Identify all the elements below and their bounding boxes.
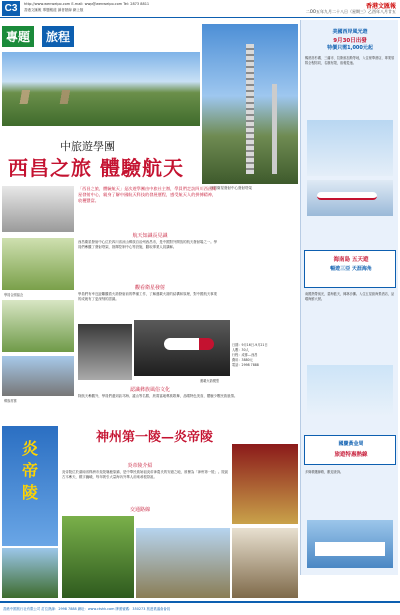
village-photo [2,356,74,396]
yandi-banner [2,426,58,546]
tower-caption: 西昌衛星發射中心發射塔架 [210,186,252,190]
yandi-title: 炎帝陵 [22,439,39,502]
info-row: 人數：30人 [232,348,249,352]
footer-bar [0,601,400,615]
web-line: http://www.wenweipo.com E-mail: wwp@wenweipo.com Tel: 2873 8811 [24,2,150,6]
group-photo [2,238,74,290]
tour-sub-2: 交通路線 [129,507,150,513]
ad2-text: 南國熱帶風光，碧海藍天，椰林沙灘。入住五星級海景酒店，品嚐海鮮大餐。 [305,292,395,301]
mausoleum-photo [136,528,230,598]
paper-name: 香港文匯報 [365,3,396,10]
date-line: 二OO五年九月二十八日（星期三）乙酉年八月廿五 [305,9,396,14]
launch-tower-photo [202,24,298,184]
ad3-text: 多條精選線路，歡迎查詢。 [305,470,344,474]
rocket-caption: 運載火箭模型 [200,379,220,383]
page-code: C3 [2,1,20,16]
body-text-1: 西昌衛星發射中心位於四川省涼山彝族自治州西昌市，是中國對外開放的航天發射場之一。學員們參觀了發射塔架、指揮控制中心等設施，聽取專業人員講解。 [78,240,218,250]
body-text-2: 學員們有幸近距離觀看火箭發射前的準備工作，了解運載火箭的結構和原理，對中國航天事業的成就有了更深刻的認識。 [78,292,218,302]
tower-graphic-secondary [272,84,277,174]
info-row: 電話：2998 7888 [232,363,259,367]
pagoda-photo [2,548,58,598]
rocket-hall-photo [78,324,132,380]
banner-label-b: 旅程 [42,26,74,47]
ad3-sub: 旅遊特惠熱線 [334,452,368,458]
article-lead: 「西昌之旅，體驗航天」是次遊學團由中旅社主辦，學員們走訪四川西昌衛星發射中心，親身了解中國航天科技的發展歷程，感受航天人的拼搏精神，收穫豐富。 [78,186,217,203]
ad1-title: 美國西岸風光遊 [332,29,368,35]
ad3-title: 國慶黃金周 [338,441,364,447]
plane-photo [307,180,393,216]
tour-body: 炎帝陵位於湖南省株洲市炎陵縣鹿原鎮，是中華民族始祖炎帝神農氏的安寢之地，被譽為「神州第一陵」。陵區古木參天，殿宇巍峨，每年吸引大量海內外華人前來尋根祭祖。 [62,470,229,480]
tour-sub-1: 炎帝陵介紹 [127,463,153,469]
forest-photo [62,516,134,598]
info-row: 行程：成都—西昌 [232,353,258,357]
group-photo-2 [2,300,74,352]
ad2-box [304,250,396,288]
ad2-photo [307,365,393,415]
ad1-highlight: 9月30日出發 [333,38,367,44]
body-text-3: 除航天參觀外，學員們還到訪邛海、瀘山等名勝，欣賞當地彝族歌舞，品嚐特色美食，體驗少數民族風情。 [78,394,238,398]
tower-graphic [246,44,254,174]
section-banner [2,20,130,50]
info-row: 日期：9月16日-9月21日 [232,343,268,347]
info-table [232,343,298,368]
section-head-3: 認識彝族風俗文化 [129,387,170,393]
right-ad-column [300,20,398,575]
masthead [0,0,400,18]
ad3-box [304,435,396,465]
plane-graphic [317,192,377,200]
footer-text: 香港中國旅行社有限公司 訂位熱線：2998 7888 網址：www.ctshk.com 牌照號碼：350273 旅遊業議會會員 [3,607,171,611]
info-row: 費用：3880元 [232,358,253,362]
ad1-sub: 特價只需1,000元起 [327,45,373,51]
temple-photo [232,444,298,524]
museum-photo [2,186,74,232]
article-headline: 西昌之旅 體驗航天 [8,156,184,180]
ad1-text: 暢遊洛杉磯、三藩市、拉斯維加斯等地，入住豪華酒店，專業領隊全程陪同，名額有限，欲報從速。 [305,56,395,65]
article-subhead: 中旅遊學團 [60,140,115,153]
section-head-2: 觀看衛星發射 [134,285,165,291]
tour-headline: 神州第一陵—炎帝陵 [96,430,214,445]
group-caption: 學員合照留念 [4,293,24,297]
wall-graphic [2,90,200,104]
rocket-graphic [164,338,214,350]
ad1-photo [307,120,393,176]
great-wall-photo [2,52,200,126]
gate-photo [232,528,298,598]
section-line: 香港文匯報 專題報道 讀者熱線 網上版 [24,8,84,12]
ship-graphic [315,542,385,556]
village-caption: 彝族村寨 [4,399,17,403]
ad2-sub: 暢遊三亞 天涯海角 [330,266,372,272]
rocket-photo [134,320,230,376]
ship-photo [307,520,393,568]
ad2-title: 海南島 五天遊 [333,257,369,263]
section-head-1: 航天知識長見識 [132,233,168,239]
banner-label-a: 專題 [2,26,34,47]
